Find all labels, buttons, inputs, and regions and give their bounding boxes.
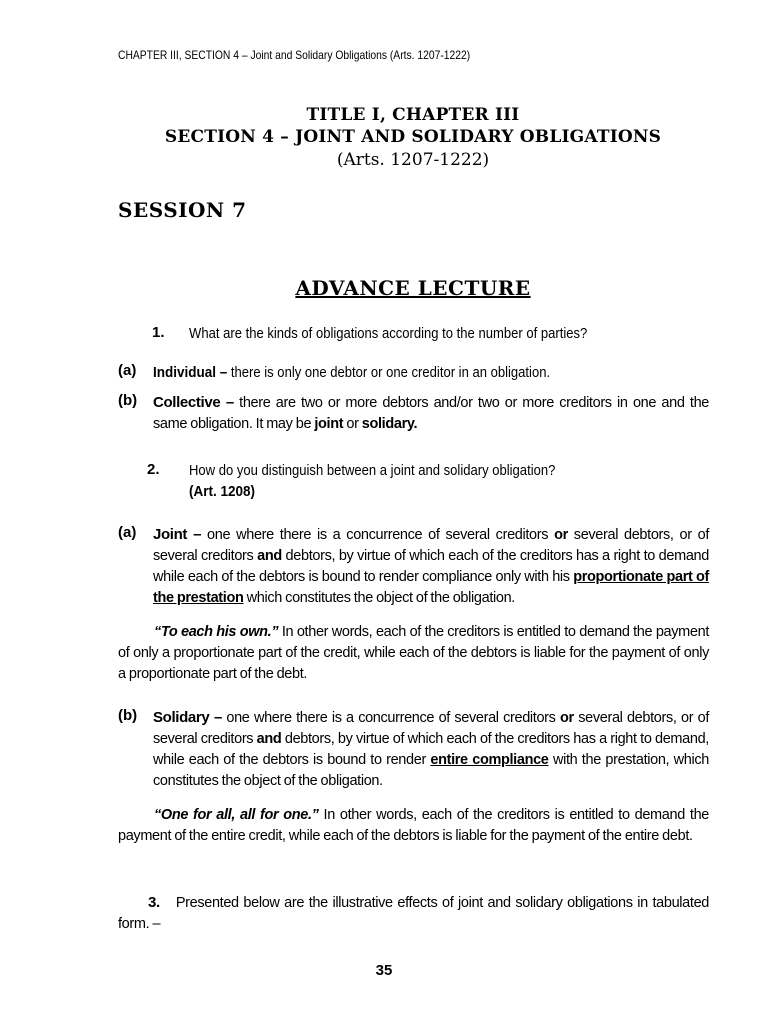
term-solidary: Solidary – bbox=[153, 709, 222, 726]
title-block bbox=[118, 104, 708, 172]
term-individual: Individual – bbox=[153, 364, 228, 381]
question-2-article: (Art. 1208) bbox=[189, 483, 256, 500]
term-collective: Collective – bbox=[153, 394, 234, 411]
q2-item-b-solidary: Solidary – one where there is a concurrence of several creditors or several debtors, or of several creditors and debtors, by virtue of which each of the creditors has a right to demand, while each of the debtors is bound to render entire compliance with the prestation, which constitutes the object of the obligation. bbox=[153, 709, 710, 789]
question-3-number: 3. bbox=[148, 894, 160, 911]
running-header: CHAPTER III, SECTION 4 – Joint and Solidary Obligations (Arts. 1207-1222) bbox=[118, 48, 471, 62]
motto-to-each: “To each his own.” bbox=[154, 624, 279, 640]
q2-joint-explanation: “To each his own.” In other words, each of the creditors is entitled to demand the payment of only a proportionate part of the credit, while each of the debtors is liable for the payment of only a proportionate part of the debt. bbox=[118, 624, 710, 682]
q2-solidary-explanation: “One for all, all for one.” In other words, each of the creditors is entitled to demand the payment of the entire credit, while each of the debtors is liable for the payment of the entire debt. bbox=[118, 807, 709, 844]
q1-item-a-label: (a) bbox=[118, 362, 137, 379]
q1-item-b-label: (b) bbox=[118, 392, 138, 409]
title-line-2: SECTION 4 – JOINT AND SOLIDARY OBLIGATIONS bbox=[164, 127, 662, 147]
q1-item-a: Individual – there is only one debtor or one creditor in an obligation. bbox=[153, 364, 551, 381]
title-line-1: TITLE I, CHAPTER III bbox=[306, 105, 520, 125]
key-proportionate-part: proportionate part of the prestation bbox=[153, 569, 709, 606]
title-articles: (Arts. 1207-1222) bbox=[336, 150, 490, 170]
lecture-heading: ADVANCE LECTURE bbox=[295, 276, 531, 300]
q2-item-b-label: (b) bbox=[118, 707, 138, 724]
question-3-text: 3. Presented below are the illustrative effects of joint and solidary obligations in tabulated form. – bbox=[118, 894, 709, 932]
question-1-number: 1. bbox=[152, 324, 165, 341]
q1-item-b: Collective – there are two or more debtors and/or two or more creditors in one and the same obligation. It may be joint or solidary. bbox=[153, 394, 709, 432]
question-1-text: What are the kinds of obligations according to the number of parties? bbox=[189, 326, 588, 342]
q2-item-a-label: (a) bbox=[118, 524, 137, 541]
question-2-text: How do you distinguish between a joint and solidary obligation? bbox=[189, 463, 556, 479]
term-joint: Joint – bbox=[153, 526, 202, 543]
page-number: 35 bbox=[375, 962, 393, 979]
motto-one-for-all: “One for all, all for one.” bbox=[154, 807, 319, 823]
q2-item-a-joint: Joint – one where there is a concurrence of several creditors or several debtors, or of several creditors and debtors, by virtue of which each of the creditors has a right to demand while each of the debtors is bound to render compliance only with his proportionate part of the prestation which constitutes the object of the obligation. bbox=[153, 526, 710, 606]
key-entire-compliance: entire compliance bbox=[430, 752, 549, 768]
session-heading: SESSION 7 bbox=[118, 198, 247, 222]
question-2-number: 2. bbox=[147, 461, 160, 478]
